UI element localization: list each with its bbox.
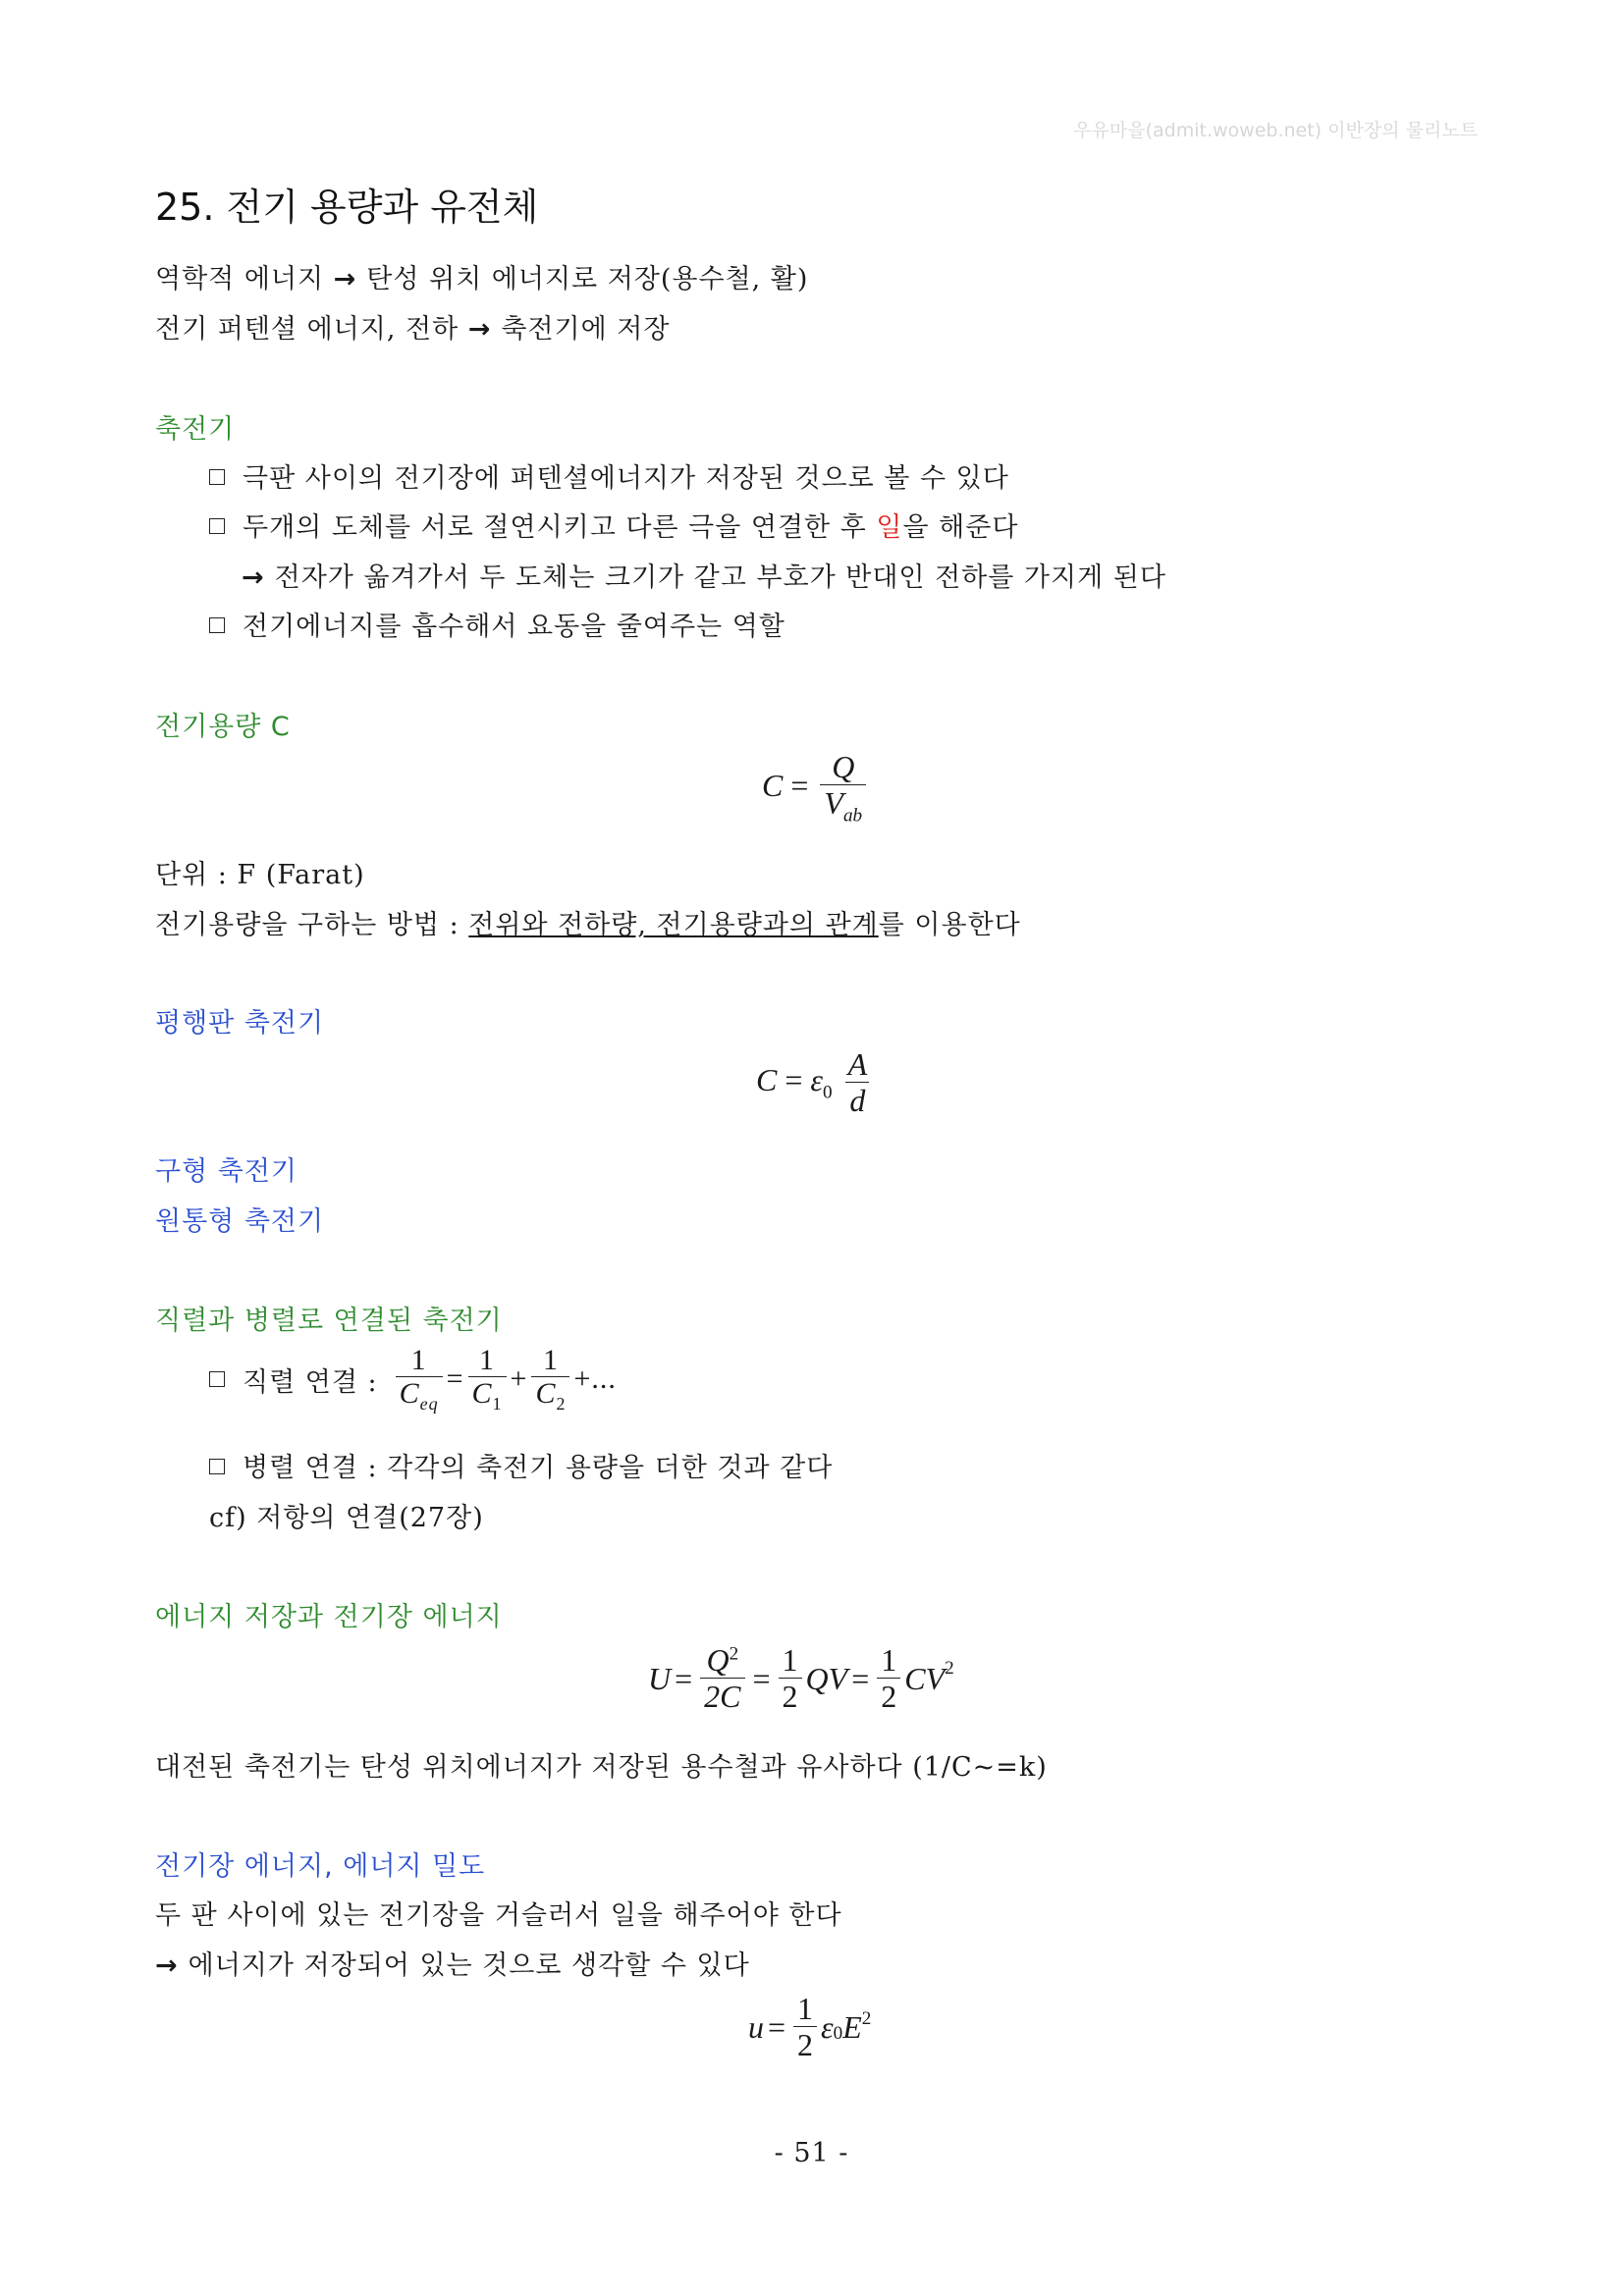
- list-item-text: 을 해준다: [902, 512, 1019, 543]
- section-heading-series-parallel: 직렬과 병렬로 연결된 축전기: [155, 1306, 503, 1336]
- eq-symbol: Q: [706, 1642, 730, 1678]
- method-text: 를 이용한다: [878, 910, 1021, 940]
- eq-symbol: C: [471, 1376, 493, 1410]
- eq-numerator: A: [847, 1046, 868, 1082]
- intro-1-text-a: 역학적 에너지: [155, 264, 325, 294]
- arrow-icon: →: [333, 264, 357, 294]
- eq-operator: =: [768, 2009, 786, 2046]
- equation-energy: [648, 1644, 954, 1714]
- eq-superscript: 2: [729, 1643, 739, 1665]
- list-item: [209, 1345, 617, 1414]
- eq-symbol: C: [756, 1062, 778, 1098]
- eq-fraction: [468, 1345, 507, 1414]
- intro-line-1: [155, 257, 808, 295]
- analogy-note: 대전된 축전기는 탄성 위치에너지가 저장된 용수철과 유사하다 (1/C~=k): [155, 1752, 1048, 1783]
- page-number: - 51 -: [774, 2138, 849, 2168]
- eq-symbol: V: [824, 784, 843, 821]
- eq-operator: +...: [573, 1362, 617, 1396]
- eq-symbol: ε: [810, 1062, 823, 1098]
- arrow-icon: →: [467, 314, 492, 345]
- list-item: [209, 1446, 833, 1484]
- eq-operator: =: [446, 1362, 464, 1396]
- list-item-text: 두개의 도체를 서로 절연시키고 다른 극을 연결한 후: [243, 512, 877, 543]
- eq-numerator: 1: [410, 1344, 427, 1376]
- section-heading-cylindrical: 원통형 축전기: [155, 1206, 325, 1237]
- eq-numerator: 1: [479, 1344, 496, 1376]
- eq-fraction: [820, 751, 866, 827]
- section-heading-parallel-plate: 평행판 축전기: [155, 1008, 325, 1039]
- eq-fraction: [531, 1345, 569, 1414]
- list-item-text: 극판 사이의 전기장에 퍼텐셜에너지가 저장된 것으로 볼 수 있다: [243, 463, 1009, 494]
- intro-1-text-b: 탄성 위치 에너지로 저장(용수철, 활): [366, 264, 809, 294]
- eq-fraction: [396, 1345, 443, 1414]
- eq-symbol: U: [648, 1661, 672, 1697]
- eq-symbol: C: [399, 1376, 420, 1410]
- eq-denominator: 2: [877, 1678, 900, 1715]
- list-item-text: 전기에너지를 흡수해서 요동을 줄여주는 역할: [243, 612, 785, 642]
- eq-superscript: 2: [945, 1658, 954, 1679]
- eq-subscript: 0: [823, 1082, 833, 1103]
- energy-density-line-2: [155, 1944, 750, 1982]
- eq-denominator: [820, 784, 866, 827]
- section-heading-capacitance: 전기용량 C: [155, 712, 291, 742]
- energy-density-line-1: 두 판 사이에 있는 전기장을 거슬러서 일을 해주어야 한다: [155, 1900, 842, 1931]
- eq-numerator: 1: [881, 1642, 897, 1678]
- eq-numerator: 1: [797, 1991, 814, 2026]
- equation-parallel-plate: [756, 1048, 875, 1118]
- equation-capacitance: [762, 751, 870, 827]
- eq-denominator: d: [845, 1082, 869, 1119]
- energy-density-text: 에너지가 저장되어 있는 것으로 생각할 수 있다: [188, 1950, 750, 1981]
- eq-fraction: [700, 1644, 744, 1714]
- eq-operator: +: [510, 1362, 528, 1396]
- eq-numerator: Q: [832, 749, 855, 784]
- eq-operator: =: [851, 1661, 870, 1697]
- eq-subscript: 0: [833, 2023, 843, 2045]
- arrow-icon: →: [155, 1950, 179, 1981]
- eq-numerator: 1: [782, 1642, 798, 1678]
- equation-series: [392, 1345, 617, 1414]
- eq-numerator: 1: [542, 1344, 559, 1376]
- method-underlined: 전위와 전하량, 전기용량과의 관계: [468, 910, 879, 940]
- eq-denominator: [468, 1376, 507, 1415]
- eq-subscript: 1: [492, 1393, 503, 1414]
- list-item-text: 병렬 연결 : 각각의 축전기 용량을 더한 것과 같다: [243, 1453, 834, 1483]
- method-line: [155, 903, 1021, 941]
- chapter-title: 25. 전기 용량과 유전체: [155, 186, 539, 229]
- eq-operator: =: [675, 1661, 693, 1697]
- eq-denominator: [531, 1376, 569, 1415]
- square-bullet-icon: [209, 518, 225, 534]
- eq-denominator: [396, 1376, 443, 1415]
- eq-symbol: QV: [805, 1661, 848, 1697]
- eq-fraction: [877, 1644, 900, 1714]
- list-item-text: 직렬 연결 :: [243, 1366, 378, 1398]
- eq-symbol: u: [748, 2009, 764, 2046]
- highlight-work: 일: [876, 512, 903, 543]
- eq-subscript: 2: [556, 1393, 567, 1414]
- list-sub-item-text: 전자가 옮겨가서 두 도체는 크기가 같고 부호가 반대인 전하를 가지게 된다: [274, 562, 1166, 593]
- section-heading-energy-storage: 에너지 저장과 전기장 에너지: [155, 1602, 503, 1632]
- eq-fraction: [793, 1993, 817, 2062]
- page-header: 우유마을(admit.woweb.net) 이반장의 물리노트: [1073, 120, 1478, 141]
- list-item: [209, 456, 1009, 495]
- eq-operator: =: [784, 1062, 803, 1098]
- eq-symbol: C: [535, 1376, 557, 1410]
- eq-symbol: E: [842, 2009, 862, 2046]
- eq-operator: =: [790, 767, 809, 803]
- intro-2-text-a: 전기 퍼텐셜 에너지, 전하: [155, 314, 460, 345]
- list-item: [209, 605, 785, 643]
- eq-denominator: 2: [779, 1678, 802, 1715]
- square-bullet-icon: [209, 1459, 225, 1474]
- eq-symbol: ε: [821, 2009, 834, 2046]
- list-sub-item: [242, 556, 1166, 594]
- arrow-icon: →: [242, 562, 265, 593]
- section-heading-energy-density: 전기장 에너지, 에너지 밀도: [155, 1851, 486, 1882]
- eq-subscript: eq: [419, 1393, 439, 1414]
- eq-denominator: 2: [793, 2026, 817, 2063]
- eq-numerator: [702, 1644, 742, 1678]
- method-text: 전기용량을 구하는 방법 :: [155, 910, 469, 940]
- intro-2-text-b: 축전기에 저장: [501, 314, 671, 345]
- eq-fraction: [844, 1048, 872, 1118]
- equation-energy-density: [748, 1993, 871, 2062]
- unit-line: 단위 : F (Farat): [155, 860, 365, 890]
- section-heading-capacitor: 축전기: [155, 414, 236, 445]
- cf-note: cf) 저항의 연결(27장): [209, 1503, 484, 1533]
- eq-symbol: CV: [904, 1661, 946, 1697]
- square-bullet-icon: [209, 617, 225, 633]
- intro-line-2: [155, 307, 670, 346]
- square-bullet-icon: [209, 1371, 225, 1387]
- eq-superscript: 2: [861, 2008, 872, 2029]
- eq-operator: =: [752, 1661, 771, 1697]
- eq-symbol: C: [762, 767, 784, 803]
- square-bullet-icon: [209, 469, 225, 485]
- eq-denominator: 2C: [700, 1678, 744, 1715]
- eq-fraction: [779, 1644, 802, 1714]
- eq-subscript: ab: [842, 804, 863, 826]
- list-item: [209, 506, 1018, 544]
- section-heading-spherical: 구형 축전기: [155, 1156, 298, 1187]
